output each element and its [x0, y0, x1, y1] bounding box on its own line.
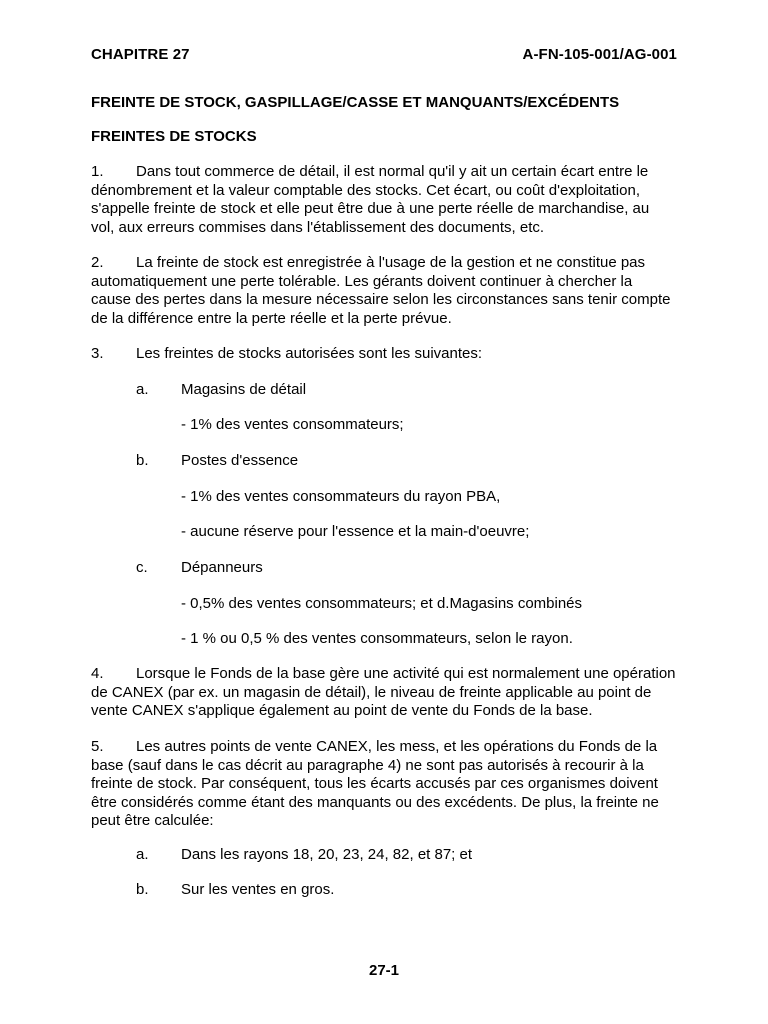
list-item-detail: - 0,5% des ventes consommateurs; et d.Magasins combinés	[181, 595, 583, 612]
paragraph-line: s'appelle freinte de stock et elle peut être due à une perte réelle de marchandise, au	[91, 200, 650, 217]
list-item-label: b.	[136, 881, 149, 898]
list-item-label: c.	[136, 559, 148, 576]
paragraph-line: Les freintes de stocks autorisées sont les suivantes:	[136, 345, 483, 362]
list-item-detail: - 1% des ventes consommateurs du rayon PBA,	[181, 488, 501, 505]
paragraph-4	[91, 665, 683, 721]
list-item-text: Dépanneurs	[181, 559, 263, 576]
paragraph-number: 1.	[91, 163, 104, 180]
paragraph-line: Lorsque le Fonds de la base gère une activité qui est normalement une opération	[136, 665, 676, 682]
paragraph-line: freinte de stock. Par conséquent, tous les écarts accusés par ces organismes doivent	[91, 775, 658, 792]
list-item-detail: - 1 % ou 0,5 % des ventes consommateurs, selon le rayon.	[181, 630, 573, 647]
paragraph-line: être considérés comme étant des manquants ou des excédents. De plus, la freinte ne	[91, 793, 659, 811]
paragraph-number: 5.	[91, 738, 104, 755]
list-item-text: Dans les rayons 18, 20, 23, 24, 82, et 87; et	[181, 846, 473, 863]
paragraph-line: peut être calculée:	[91, 812, 214, 829]
paragraph-line: automatiquement une perte tolérable. Les gérants doivent continuer à chercher la	[91, 272, 633, 290]
list-item-detail: - aucune réserve pour l'essence et la main-d'oeuvre;	[181, 523, 530, 540]
paragraph-line: de la différence entre la perte réelle et la perte prévue.	[91, 309, 452, 327]
list-item-label: a.	[136, 381, 149, 398]
paragraph-3	[91, 345, 683, 364]
list-item-label: b.	[136, 452, 149, 469]
section-title: FREINTES DE STOCKS	[91, 128, 257, 145]
paragraph-1	[91, 163, 683, 237]
paragraph-line: vente CANEX s'applique également au point de vente du Fonds de la base.	[91, 702, 593, 719]
paragraph-line: dénombrement et la valeur comptable des stocks. Cet écart, ou coût d'exploitation,	[91, 181, 640, 199]
paragraph-line: cause des pertes dans la mesure nécessaire selon les circonstances sans tenir compte	[91, 291, 671, 308]
paragraph-number: 3.	[91, 345, 104, 362]
paragraph-2	[91, 254, 683, 328]
list-item-text: Sur les ventes en gros.	[181, 881, 335, 898]
list-item-text: Postes d'essence	[181, 452, 299, 469]
list-item-label: a.	[136, 846, 149, 863]
paragraph-line: vol, aux erreurs commises dans l'établissement des documents, etc.	[91, 218, 545, 236]
paragraph-number: 4.	[91, 665, 104, 682]
paragraph-line: Les autres points de vente CANEX, les mess, et les opérations du Fonds de la	[136, 738, 658, 755]
document-reference: A-FN-105-001/AG-001	[522, 46, 677, 63]
paragraph-line: Dans tout commerce de détail, il est normal qu'il y ait un certain écart entre le	[136, 163, 649, 180]
paragraph-line: La freinte de stock est enregistrée à l'usage de la gestion et ne constitue pas	[136, 254, 646, 271]
chapter-header: CHAPITRE 27	[91, 46, 190, 63]
paragraph-line: de CANEX (par ex. un magasin de détail), le niveau de freinte applicable au point de	[91, 683, 652, 701]
paragraph-number: 2.	[91, 254, 104, 271]
list-item-detail: - 1% des ventes consommateurs;	[181, 416, 404, 433]
page-title: FREINTE DE STOCK, GASPILLAGE/CASSE ET MANQUANTS/EXCÉDENTS	[91, 94, 620, 111]
page-number: 27-1	[368, 962, 400, 979]
paragraph-5	[91, 738, 683, 831]
list-item-text: Magasins de détail	[181, 381, 307, 398]
paragraph-line: base (sauf dans le cas décrit au paragraphe 4) ne sont pas autorisés à recourir à la	[91, 756, 644, 774]
